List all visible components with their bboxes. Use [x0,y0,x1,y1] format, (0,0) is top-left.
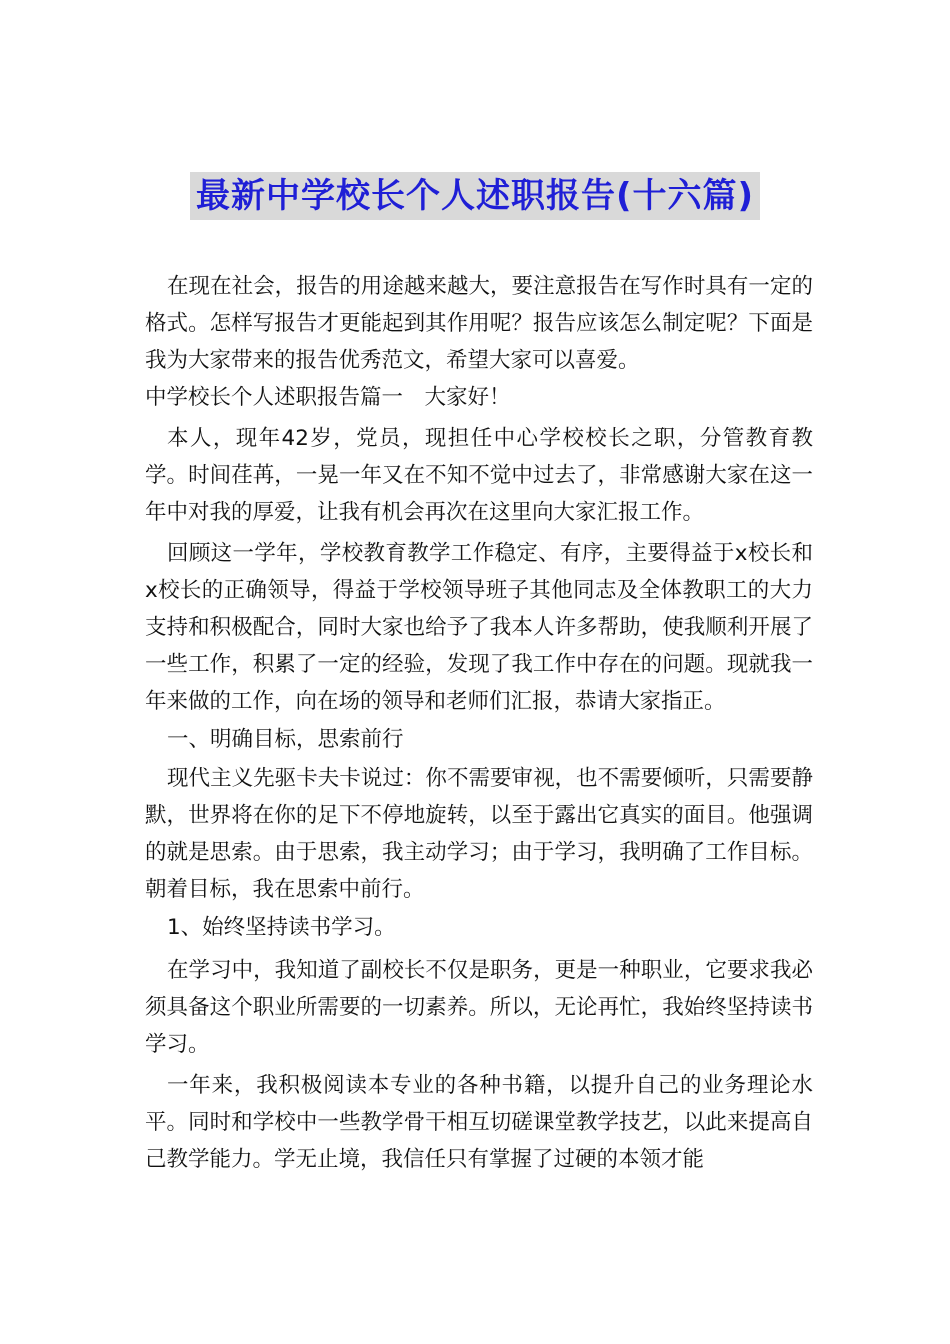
title-container [0,172,950,220]
paragraph-reading: 一年来，我积极阅读本专业的各种书籍，以提升自己的业务理论水平。同时和学校中一些教学骨干相互切磋课堂教学技艺，以此来提高自己教学能力。学无止境，我信任只有掌握了过硬的本领才能 [145,1073,813,1172]
section-heading-1: 一、明确目标，思索前行 [167,727,404,752]
paragraph-self-introduction: 本人，现年42岁，党员，现担任中心学校校长之职，分管教育教学。时间荏苒，一晃一年又在不知不觉中过去了，非常感谢大家在这一年中对我的厚爱，让我有机会再次在这里向大家汇报工作。 [145,426,813,525]
paragraph-intro: 在现在社会，报告的用途越来越大，要注意报告在写作时具有一定的格式。怎样写报告才更能起到其作用呢？报告应该怎么制定呢？下面是我为大家带来的报告优秀范文，希望大家可以喜爱。 [145,274,813,373]
paragraph-review: 回顾这一学年，学校教育教学工作稳定、有序，主要得益于x校长和x校长的正确领导，得益于学校领导班子其他同志及全体教职工的大力支持和积极配合，同时大家也给予了我本人许多帮助，使我顺利开展了一些工作，积累了一定的经验，发现了我工作中存在的问题。现就我一年来做的工作，向在场的领导和老师们汇报，恭请大家指正。 [145,541,813,714]
subsection-heading-1: 1、始终坚持读书学习。 [167,915,396,940]
document-title: 最新中学校长个人述职报告(十六篇) [190,172,760,220]
paragraph-learning: 在学习中，我知道了副校长不仅是职务，更是一种职业，它要求我必须具备这个职业所需要的一切素养。所以，无论再忙，我始终坚持读书学习。 [145,958,813,1057]
paragraph-section-header: 中学校长个人述职报告篇一 大家好！ [145,385,511,410]
paragraph-kafka-quote: 现代主义先驱卡夫卡说过：你不需要审视，也不需要倾听，只需要静默，世界将在你的足下不停地旋转，以至于露出它真实的面目。他强调的就是思索。由于思索，我主动学习；由于学习，我明确了工作目标。朝着目标，我在思索中前行。 [145,766,813,902]
document-body [145,268,813,1178]
